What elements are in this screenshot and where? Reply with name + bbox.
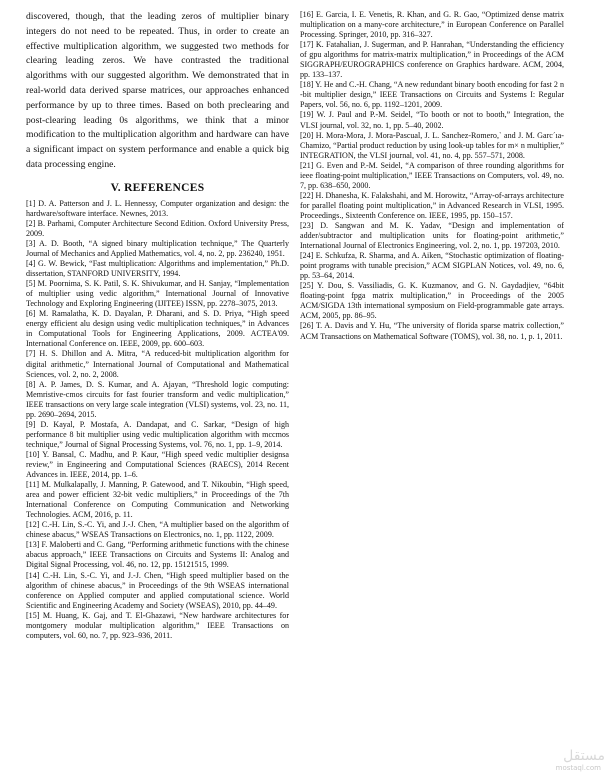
reference-item: [24] E. Schkufza, R. Sharma, and A. Aiken, “Stochastic optimization of floating-point programs with tunable precision,” ACM SIGPLAN Notices, vol. 49, no. 6, pp. 53–64, 2014.: [300, 251, 564, 281]
reference-item: [12] C.-H. Lin, S.-C. Yi, and J.-J. Chen, “A multiplier based on the algorithm of chinese abacus,” WSEAS Transactions on Electronics, no. 1, pp. 1122, 2009.: [26, 520, 289, 540]
reference-item: [3] A. D. Booth, “A signed binary multiplication technique,” The Quarterly Journal of Mechanics and Applied Mathematics, vol. 4, no. 2, pp. 236240, 1951.: [26, 238, 289, 258]
reference-item: [23] D. Sangwan and M. K. Yadav, “Design and implementation of adder/subtractor and multiplication units for floating-point arithmetic,” International Journal of Electronics Engineering, vol. 2, no. 1, pp. 197203, 2010.: [300, 220, 564, 251]
reference-item: [1] D. A. Patterson and J. L. Hennessy, Computer organization and design: the hardware/software interface. Newnes, 2013.: [26, 198, 289, 218]
reference-item: [18] Y. He and C.-H. Chang, “A new redundant binary booth encoding for fast 2 n -bit multiplier design,” IEEE Transactions on Circuits and Systems I: Regular Papers, vol. 56, no. 6, pp. 1192–1201, 2009.: [300, 80, 564, 110]
reference-item: [6] M. Ramalatha, K. D. Dayalan, P. Dharani, and S. D. Priya, “High speed energy efficient alu design using vedic multiplication techniques,” in Advances in Computational Tools for Engineering Applications, 2009. ACTEA'09. International Conference on. IEEE, 2009, pp. 600–603.: [26, 309, 289, 349]
reference-item: [17] K. Fatahalian, J. Sugerman, and P. Hanrahan, “Understanding the efficiency of gpu algorithms for matrix-matrix multiplication,” in Proceedings of the ACM SIGGRAPH/EUROGRAPHICS conference on Graphics hardware. ACM, 2004, pp. 133–137.: [300, 40, 564, 80]
watermark-caption: mostaql.com: [555, 764, 601, 772]
reference-item: [5] M. Poornima, S. K. Patil, S. K. Shivukumar, and H. Sanjay, “Implementation of multiplier using vedic algorithm,” International Journal of Innovative Technology and Exploring Engineering (IJITEE) ISSN, pp. 2278–3075, 2013.: [26, 279, 289, 309]
watermark-logo: مستقل: [563, 748, 605, 764]
reference-item: [8] A. P. James, D. S. Kumar, and A. Ajayan, “Threshold logic computing: Memristive-cmos circuits for fast fourier transform and vedic multiplication,” IEEE transactions on very large scale integration (VLSI) systems, vol. 23, no. 11, pp. 2690–2694, 2015.: [26, 379, 289, 419]
right-column: [300, 0, 564, 342]
reference-item: [2] B. Parhami, Computer Architecture Second Edition. Oxford University Press, 2009.: [26, 218, 289, 238]
reference-item: [7] H. S. Dhillon and A. Mitra, “A reduced-bit multiplication algorithm for digital arithmetic,” International Journal of Computational and Mathematical Sciences, vol. 2, no. 2, 2008.: [26, 349, 289, 379]
reference-item: [25] Y. Dou, S. Vassiliadis, G. K. Kuzmanov, and G. N. Gaydadjiev, “64bit floating-point fpga matrix multiplication,” in Proceedings of the 2005 ACM/SIGDA 13th international symposium on Field-programmable gate arrays. ACM, 2005, pp. 86–95.: [300, 281, 564, 321]
reference-item: [11] M. Mulkalapally, J. Manning, P. Gatewood, and T. Nikoubin, “High speed, area and power efficient 32-bit vedic multipliers,” in Proceedings of the 7th International Conference on Computing Communication and Networking Technologies. ACM, 2016, p. 11.: [26, 480, 289, 520]
reference-item: [19] W. J. Paul and P.-M. Seidel, “To booth or not to booth,” Integration, the VLSI journal, vol. 32, no. 1, pp. 5–40, 2002.: [300, 110, 564, 130]
reference-item: [14] C.-H. Lin, S.-C. Yi, and J.-J. Chen, “High speed multiplier based on the algorithm of chinese abacus,” in Proceedings of the 9th WSEAS international conference on Applied computer and applied computational science. World Scientific and Engineering Academy and Society (WSEAS), 2010, pp. 44–49.: [26, 570, 289, 610]
reference-item: [10] Y. Bansal, C. Madhu, and P. Kaur, “High speed vedic multiplier designsa review,” in Engineering and Computational Sciences (RAECS), 2014 Recent Advances in. IEEE, 2014, pp. 1–6.: [26, 449, 289, 480]
reference-item: [20] H. Mora-Mora, J. Mora-Pascual, J. L. Sanchez-Romero,` and J. M. Garc´ıa-Chamizo, “Partial product reduction by using look-up tables for m× n multiplier,” INTEGRATION, the VLSI journal, vol. 41, no. 4, pp. 557–571, 2008.: [300, 130, 564, 160]
references-heading: V. REFERENCES: [110, 181, 205, 194]
reference-item: [16] E. Garcia, I. E. Venetis, R. Khan, and G. R. Gao, “Optimized dense matrix multiplication on a many-core architecture,” in European Conference on Parallel Processing. Springer, 2010, pp. 316–327.: [300, 10, 564, 40]
reference-item: [26] T. A. Davis and Y. Hu, “The university of florida sparse matrix collection,” ACM Transactions on Mathematical Software (TOMS), vol. 38, no. 1, p. 1, 2011.: [300, 321, 564, 341]
reference-item: [22] H. Dhanesha, K. Falakshahi, and M. Horowitz, “Array-of-arrays architecture for parallel floating point multiplication,” in Advanced Research in VLSI, 1995. Proceedings., Sixteenth Conference on. IEEE, 1995, pp. 150–157.: [300, 190, 564, 220]
reference-item: [15] M. Huang, K. Gaj, and T. El-Ghazawi, “New hardware architectures for montgomery modular multiplication algorithm,” IEEE Transactions on computers, vol. 60, no. 7, pp. 923–936, 2011.: [26, 610, 289, 640]
reference-item: [13] F. Maloberti and C. Gang, “Performing arithmetic functions with the chinese abacus approach,” IEEE Transactions on Circuits and Systems II: Analog and Digital Signal Processing, vol. 46, no. 12, pp. 15121515, 1999.: [26, 540, 289, 570]
reference-item: [21] G. Even and P.-M. Seidel, “A comparison of three rounding algorithms for ieee floating-point multiplication,” IEEE Transactions on Computers, vol. 49, no. 7, pp. 638–650, 2000.: [300, 160, 564, 190]
reference-item: [9] D. Kayal, P. Mostafa, A. Dandapat, and C. Sarkar, “Design of high performance 8 bit multiplier using vedic multiplication algorithm with mccmos technique,” Journal of Signal Processing Systems, vol. 76, no. 1, pp. 1–9, 2014.: [26, 419, 289, 449]
conclusion-paragraph: discovered, though, that the leading zeros of multiplier binary integers do not need to be repeated. Thus, in order to create an effective multiplication algorithm, we suggested two methods for clearing leading zeros. We have contrasted the traditional algorithms with our suggested algorithm. We demonstrated that in real-world data derived sparse matrices, our approaches enhanced performance by up to three times. Based on both preclearing and post-clearing leading 0s algorithms, we think that a minor modification to the multiplication algorithm and hardware can have a significant impact on system performance and enable a quick big data processing engine.: [26, 11, 289, 170]
references-list-left: [26, 199, 289, 641]
left-column: [26, 0, 289, 641]
reference-item: [4] G. W. Bewick, “Fast multiplication: Algorithms and implementation,” Ph.D. dissertation, STANFORD UNIVERSITY, 1994.: [26, 259, 289, 279]
references-list-right: [300, 10, 564, 342]
